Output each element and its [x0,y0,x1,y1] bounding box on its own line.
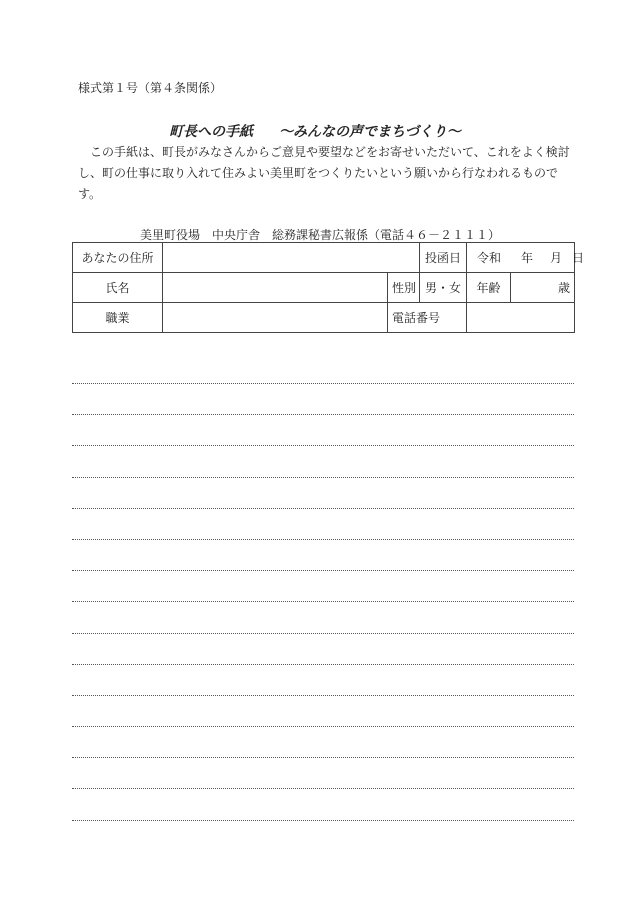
writing-line [72,633,574,634]
info-form-table [72,242,584,333]
age-label: 年齢 [467,273,511,303]
month-label: 月 [549,251,562,265]
address-field[interactable] [163,243,420,273]
occupation-row [73,303,575,333]
occupation-label: 職業 [73,303,163,333]
writing-line [72,726,574,727]
title-sub: ～みんなの声でまちづくり～ [279,124,461,140]
post-date-label: 投函日 [420,243,467,273]
writing-line [72,601,574,602]
writing-line [72,508,574,509]
letter-writing-area[interactable] [72,383,574,851]
writing-line [72,664,574,665]
writing-line [72,414,574,415]
writing-line [72,695,574,696]
writing-line [72,539,574,540]
phone-label: 電話番号 [388,303,467,333]
gender-options[interactable]: 男・女 [420,273,467,303]
address-label: あなたの住所 [73,243,163,273]
year-label: 年 [520,251,533,265]
writing-line [72,477,574,478]
day-label: 日 [571,251,584,265]
name-label: 氏名 [73,273,163,303]
intro-paragraph: この手紙は、町長がみなさんからご意見や要望などをお寄せいただいて、これをよく検討し、町の仕事に取り入れて住みよい美里町をつくりたいという願いから行なわれるものです。 [78,145,570,201]
letter-title [0,121,630,141]
writing-line [72,383,574,384]
writing-line [72,820,574,821]
address-row [73,243,575,273]
era-label: 令和 [477,251,502,265]
office-contact: 美里町役場 中央庁舎 総務課秘書広報係（電話４６－２１１１） [140,228,501,242]
writing-line [72,570,574,571]
title-main: 町長への手紙 [169,124,254,140]
writing-line [72,788,574,789]
gender-label: 性別 [388,273,420,303]
writing-line [72,445,574,446]
writing-line [72,757,574,758]
post-date-field[interactable] [467,243,584,273]
occupation-field[interactable] [163,303,388,333]
phone-field[interactable] [467,303,575,333]
age-field[interactable]: 歳 [511,273,575,303]
form-number: 様式第１号（第４条関係） [78,81,223,95]
name-field[interactable] [163,273,388,303]
name-row [73,273,575,303]
